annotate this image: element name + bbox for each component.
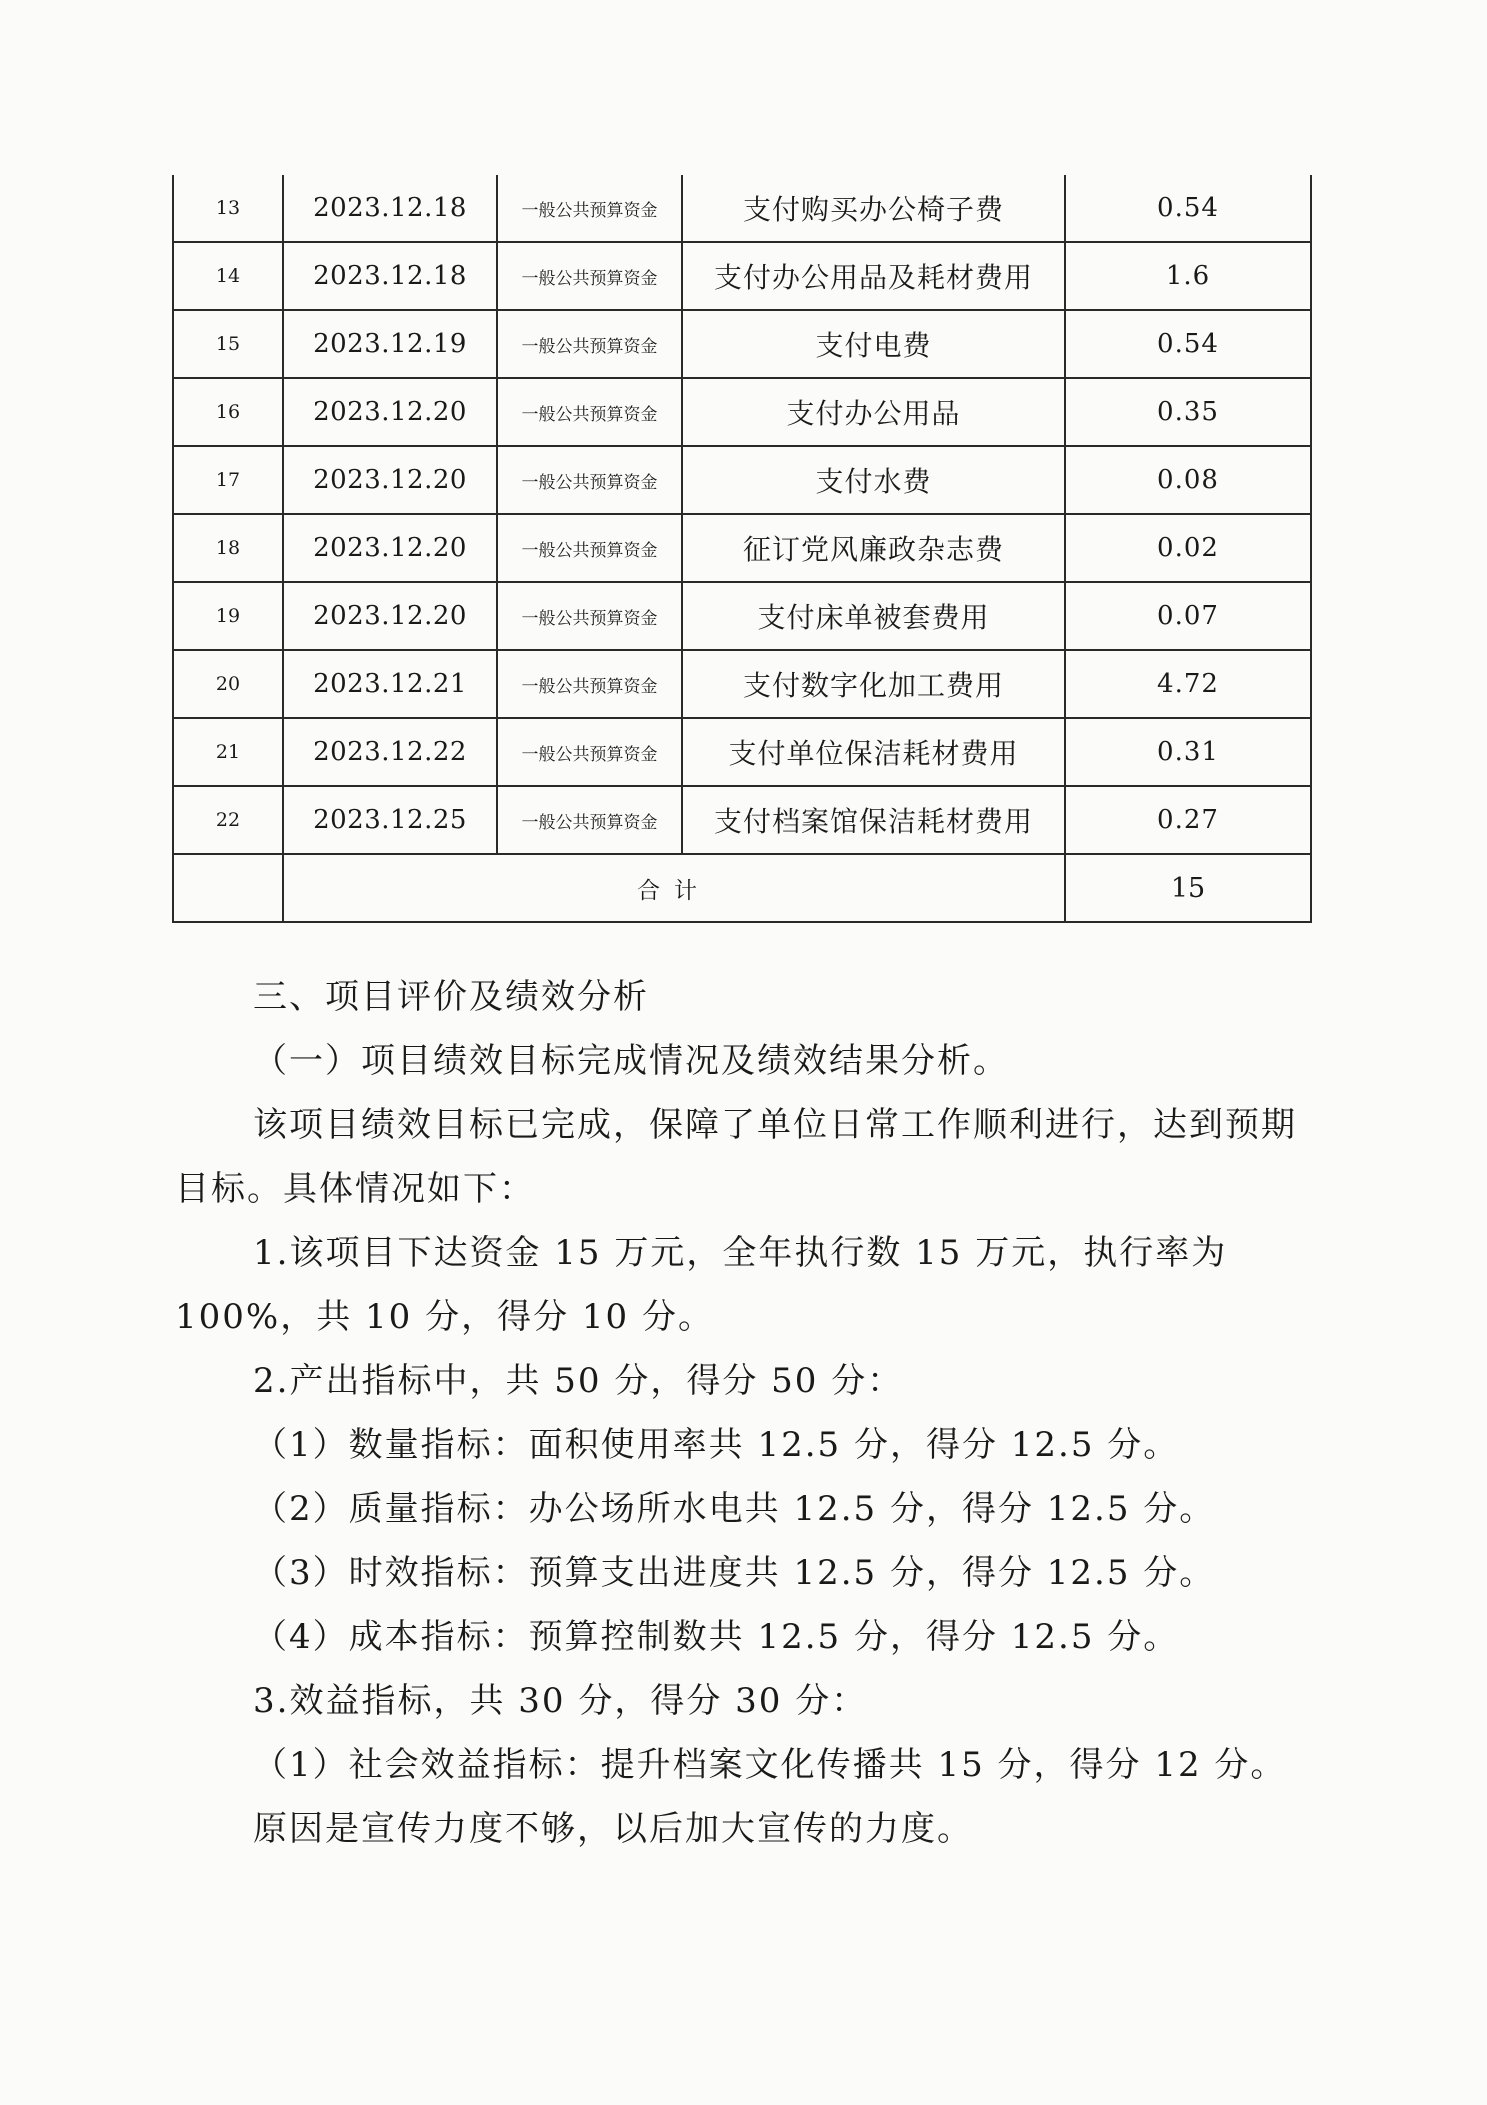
row-amount: 0.31	[1065, 718, 1311, 786]
row-date: 2023.12.22	[283, 718, 497, 786]
table-row	[173, 242, 1311, 310]
output-indicator-heading: 2.产出指标中，共 50 分，得分 50 分：	[253, 1361, 904, 1401]
total-row	[173, 854, 1311, 922]
report-body	[175, 965, 1315, 1861]
row-item: 支付单位保洁耗材费用	[682, 718, 1065, 786]
row-amount: 0.54	[1065, 310, 1311, 378]
row-date: 2023.12.19	[283, 310, 497, 378]
row-fund-source: 一般公共预算资金	[497, 446, 682, 514]
quantity-indicator: （1）数量指标：面积使用率共 12.5 分，得分 12.5 分。	[253, 1425, 1180, 1465]
row-number: 20	[173, 650, 283, 718]
row-item: 支付办公用品及耗材费用	[682, 242, 1065, 310]
row-fund-source: 一般公共预算资金	[497, 650, 682, 718]
table-row	[173, 378, 1311, 446]
table-row	[173, 582, 1311, 650]
row-item: 支付购买办公椅子费	[682, 175, 1065, 242]
row-fund-source: 一般公共预算资金	[497, 242, 682, 310]
row-fund-source: 一般公共预算资金	[497, 310, 682, 378]
row-date: 2023.12.20	[283, 446, 497, 514]
table-row	[173, 310, 1311, 378]
row-amount: 1.6	[1065, 242, 1311, 310]
row-fund-source: 一般公共预算资金	[497, 786, 682, 854]
row-amount: 0.02	[1065, 514, 1311, 582]
row-item: 支付水费	[682, 446, 1065, 514]
cost-indicator: （4）成本指标：预算控制数共 12.5 分，得分 12.5 分。	[253, 1617, 1180, 1657]
row-amount: 0.07	[1065, 582, 1311, 650]
row-number: 21	[173, 718, 283, 786]
total-label: 合计	[283, 854, 1065, 922]
row-number: 19	[173, 582, 283, 650]
intro-paragraph: 该项目绩效目标已完成，保障了单位日常工作顺利进行，达到预期目标。具体情况如下：	[175, 1105, 1297, 1209]
social-benefit-indicator: （1）社会效益指标：提升档案文化传播共 15 分，得分 12 分。	[253, 1745, 1287, 1785]
row-date: 2023.12.20	[283, 582, 497, 650]
row-number: 22	[173, 786, 283, 854]
row-amount: 0.35	[1065, 378, 1311, 446]
timeliness-indicator: （3）时效指标：预算支出进度共 12.5 分，得分 12.5 分。	[253, 1553, 1216, 1593]
row-amount: 0.27	[1065, 786, 1311, 854]
expenditure-table-wrapper	[172, 175, 1310, 923]
row-fund-source: 一般公共预算资金	[497, 175, 682, 242]
row-number: 15	[173, 310, 283, 378]
table-row	[173, 175, 1311, 242]
total-amount: 15	[1065, 854, 1311, 922]
row-fund-source: 一般公共预算资金	[497, 582, 682, 650]
row-item: 支付档案馆保洁耗材费用	[682, 786, 1065, 854]
row-fund-source: 一般公共预算资金	[497, 378, 682, 446]
row-amount: 0.08	[1065, 446, 1311, 514]
row-item: 支付数字化加工费用	[682, 650, 1065, 718]
table-row	[173, 446, 1311, 514]
row-fund-source: 一般公共预算资金	[497, 514, 682, 582]
benefit-indicator-heading: 3.效益指标，共 30 分，得分 30 分：	[253, 1681, 868, 1721]
row-item: 征订党风廉政杂志费	[682, 514, 1065, 582]
total-empty-cell	[173, 854, 283, 922]
quality-indicator: （2）质量指标：办公场所水电共 12.5 分，得分 12.5 分。	[253, 1489, 1216, 1529]
row-item: 支付电费	[682, 310, 1065, 378]
row-number: 16	[173, 378, 283, 446]
row-number: 18	[173, 514, 283, 582]
row-item: 支付办公用品	[682, 378, 1065, 446]
table-row	[173, 718, 1311, 786]
row-date: 2023.12.21	[283, 650, 497, 718]
row-number: 17	[173, 446, 283, 514]
row-date: 2023.12.20	[283, 378, 497, 446]
expenditure-table	[172, 175, 1312, 923]
table-row	[173, 786, 1311, 854]
row-date: 2023.12.18	[283, 242, 497, 310]
row-date: 2023.12.20	[283, 514, 497, 582]
section-heading: 三、项目评价及绩效分析	[253, 977, 649, 1017]
row-fund-source: 一般公共预算资金	[497, 718, 682, 786]
funding-paragraph: 1.该项目下达资金 15 万元，全年执行数 15 万元，执行率为 100%，共 10 分，得分 10 分。	[175, 1233, 1228, 1337]
sub-heading: （一）项目绩效目标完成情况及绩效结果分析。	[253, 1041, 1009, 1081]
row-item: 支付床单被套费用	[682, 582, 1065, 650]
row-number: 13	[173, 175, 283, 242]
social-benefit-reason: 原因是宣传力度不够，以后加大宣传的力度。	[253, 1809, 973, 1849]
row-number: 14	[173, 242, 283, 310]
row-amount: 0.54	[1065, 175, 1311, 242]
row-amount: 4.72	[1065, 650, 1311, 718]
row-date: 2023.12.18	[283, 175, 497, 242]
table-row	[173, 650, 1311, 718]
row-date: 2023.12.25	[283, 786, 497, 854]
table-row	[173, 514, 1311, 582]
